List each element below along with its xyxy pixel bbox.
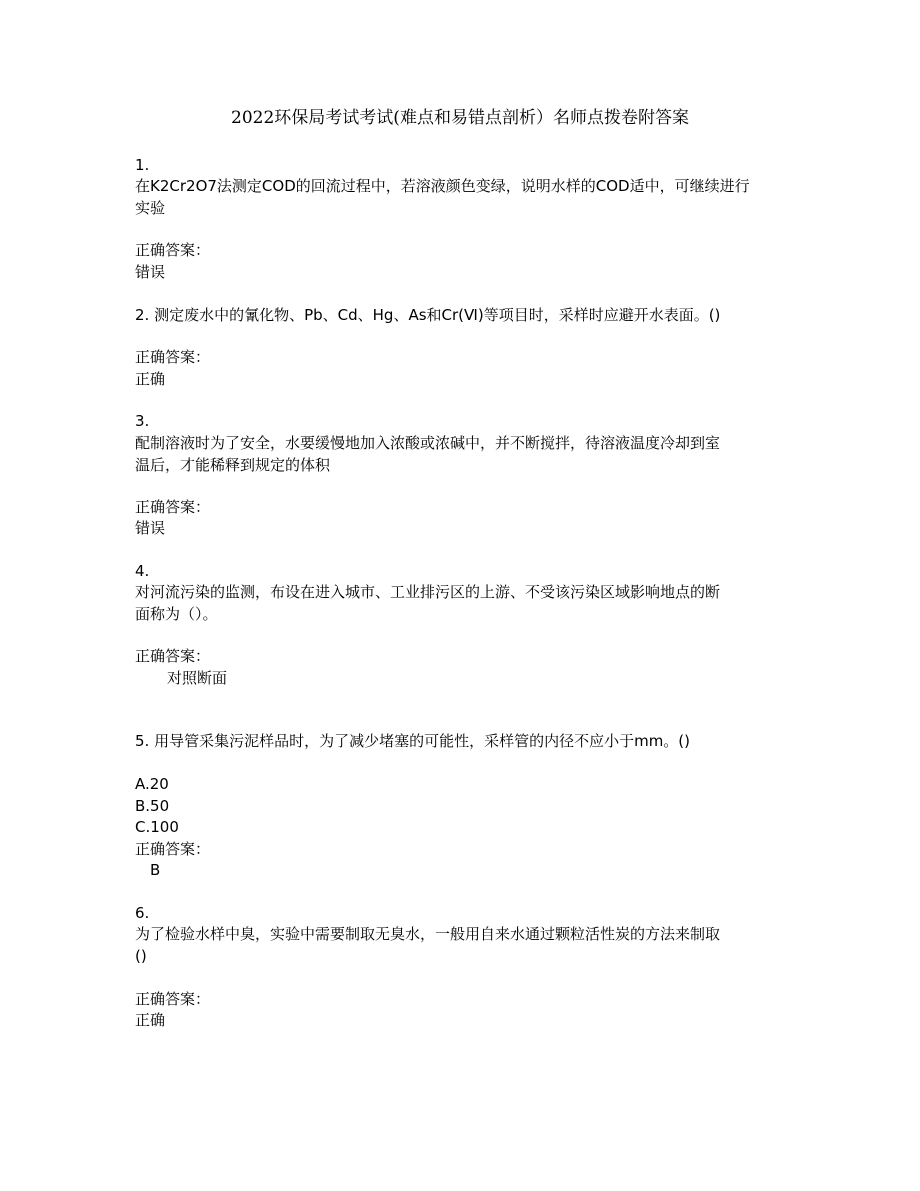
- question-6-text-line-1: 为了检验水样中臭，实验中需要制取无臭水，一般用自来水通过颗粒活性炭的方法来制取: [135, 925, 721, 943]
- question-6-answer: 正确: [135, 1011, 166, 1029]
- question-4-text-line-1: 对河流污染的监测，布设在进入城市、工业排污区的上游、不受该污染区域影响地点的断: [135, 583, 721, 601]
- question-4-number: 4.: [135, 562, 150, 580]
- question-5-answer: B: [150, 861, 161, 879]
- question-3-text-line-2: 温后，才能稀释到规定的体积: [135, 456, 331, 474]
- question-5-option-c: C.100: [135, 818, 179, 836]
- question-3-text-line-1: 配制溶液时为了安全，水要缓慢地加入浓酸或浓碱中，并不断搅拌，待溶液温度冷却到室: [135, 434, 721, 452]
- question-4-text-line-2: 面称为（）。: [135, 605, 218, 623]
- question-4-answer-label: 正确答案：: [135, 647, 211, 665]
- question-5-option-b: B.50: [135, 797, 170, 815]
- question-2-text-line-1: 2. 测定废水中的氰化物、Pb、Cd、Hg、As和Cr(Ⅵ)等项目时，采样时应避开水表面。(): [135, 306, 721, 324]
- question-2-answer: 正确: [135, 370, 166, 388]
- question-6-text-line-2: (): [135, 947, 147, 965]
- question-5-text-line-1: 5. 用导管采集污泥样品时，为了减少堵塞的可能性，采样管的内径不应小于mm。(): [135, 732, 691, 750]
- question-1-text-line-2: 实验: [135, 199, 166, 217]
- question-3-answer-label: 正确答案：: [135, 498, 211, 516]
- question-3-number: 3.: [135, 412, 150, 430]
- question-2-answer-label: 正确答案：: [135, 348, 211, 366]
- question-1-number: 1.: [135, 156, 150, 174]
- question-5-answer-label: 正确答案：: [135, 840, 211, 858]
- question-4-answer: 对照断面: [167, 669, 228, 687]
- question-3-answer: 错误: [135, 519, 166, 537]
- question-1-text-line-1: 在K2Cr2O7法测定COD的回流过程中，若溶液颜色变绿，说明水样的COD适中，可继续进行: [135, 177, 750, 195]
- document-title: 2022环保局考试考试(难点和易错点剖析）名师点拨卷附答案: [231, 108, 689, 128]
- question-6-number: 6.: [135, 904, 150, 922]
- question-6-answer-label: 正确答案：: [135, 990, 211, 1008]
- question-1-answer-label: 正确答案：: [135, 241, 211, 259]
- question-1-answer: 错误: [135, 263, 166, 281]
- question-5-option-a: A.20: [135, 775, 169, 793]
